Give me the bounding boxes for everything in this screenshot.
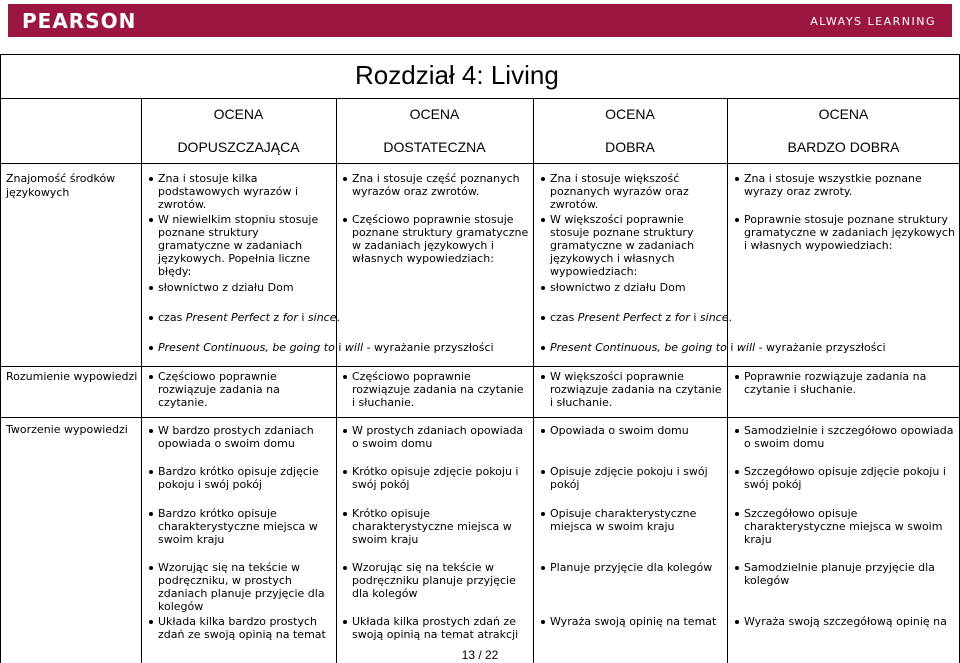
criterion-item: Zna i stosuje wszystkie poznane wyrazy oraz zwroty. xyxy=(735,172,955,198)
row-label: Rozumienie wypowiedzi xyxy=(6,370,138,383)
page-title: Rozdział 4: Living xyxy=(355,60,559,90)
criterion-item: Wyraża swoją opinię na temat xyxy=(541,615,723,628)
publisher-banner xyxy=(8,4,952,37)
criterion-item: Bardzo krótko opisuje zdjęcie pokoju i swój pokój xyxy=(149,465,333,491)
criterion-item: Opowiada o swoim domu xyxy=(541,424,723,437)
column-divider xyxy=(533,98,534,663)
grade-name: DOBRA xyxy=(605,139,655,155)
rule xyxy=(0,417,960,418)
criterion-item: W większości poprawnie rozwiązuje zadania na czytanie i słuchanie. xyxy=(541,370,723,409)
grammar-item: słownictwo z działu Dom xyxy=(541,281,921,294)
rule xyxy=(0,163,960,164)
criterion-item: Samodzielnie i szczegółowo opowiada o swoim domu xyxy=(735,424,955,450)
criterion-item: Opisuje zdjęcie pokoju i swój pokój xyxy=(541,465,723,491)
criterion-item: Układa kilka bardzo prostych zdań ze swoją opinią na temat xyxy=(149,615,333,641)
criterion-item: W większości poprawnie stosuje poznane struktury gramatyczne w zadaniach językowych i własnych wypowiedziach: xyxy=(541,213,723,278)
criterion-item: Krótko opisuje zdjęcie pokoju i swój pokój xyxy=(343,465,529,491)
grade-name: DOSTATECZNA xyxy=(383,139,486,155)
column-divider xyxy=(141,98,142,663)
grammar-item: Present Continuous, be going to i will - wyrażanie przyszłości xyxy=(149,341,529,354)
page-number: 13 / 22 xyxy=(461,648,499,662)
criterion-item: Szczegółowo opisuje charakterystyczne miejsca w swoim kraju xyxy=(735,507,955,546)
criterion-item: Zna i stosuje większość poznanych wyrazów oraz zwrotów. xyxy=(541,172,723,211)
criterion-item: Szczegółowo opisuje zdjęcie pokoju i swój pokój xyxy=(735,465,955,491)
grade-label: OCENA xyxy=(818,106,869,122)
criterion-item: Opisuje charakterystyczne miejsca w swoim kraju xyxy=(541,507,723,533)
grade-label: OCENA xyxy=(605,106,655,122)
criterion-item: W niewielkim stopniu stosuje poznane struktury gramatyczne w zadaniach językowych. Popełnia liczne błędy: xyxy=(149,213,333,278)
publisher-tagline: ALWAYS LEARNING xyxy=(810,15,936,28)
criterion-item: Samodzielnie planuje przyjęcie dla kolegów xyxy=(735,561,955,587)
criterion-item: Poprawnie stosuje poznane struktury gramatyczne w zadaniach językowych i własnych wypowiedziach: xyxy=(735,213,955,252)
column-divider xyxy=(727,98,728,663)
grammar-item: czas Present Perfect z for i since. xyxy=(149,311,519,324)
criterion-item: Bardzo krótko opisuje charakterystyczne miejsca w swoim kraju xyxy=(149,507,333,546)
criterion-item: Wzorując się na tekście w podręczniku planuje przyjęcie dla kolegów xyxy=(343,561,529,600)
row-label: Znajomość środków językowych xyxy=(6,172,116,199)
criterion-item: Planuje przyjęcie dla kolegów xyxy=(541,561,723,574)
criterion-item: Zna i stosuje kilka podstawowych wyrazów i zwrotów. xyxy=(149,172,333,211)
grade-name: DOPUSZCZAJĄCA xyxy=(177,139,300,155)
grade-label: OCENA xyxy=(213,106,264,122)
grade-label: OCENA xyxy=(409,106,460,122)
rule xyxy=(0,98,960,99)
grammar-item: słownictwo z działu Dom xyxy=(149,281,519,294)
criterion-item: Częściowo poprawnie stosuje poznane struktury gramatyczne w zadaniach językowych i własnych wypowiedziach: xyxy=(343,213,529,265)
criterion-item: W prostych zdaniach opowiada o swoim domu xyxy=(343,424,529,450)
criterion-item: Poprawnie rozwiązuje zadania na czytanie i słuchanie. xyxy=(735,370,955,396)
grammar-item: Present Continuous, be going to i will - wyrażanie przyszłości xyxy=(541,341,941,354)
rule xyxy=(0,366,960,367)
criterion-item: W bardzo prostych zdaniach opowiada o swoim domu xyxy=(149,424,333,450)
criterion-item: Zna i stosuje część poznanych wyrazów oraz zwrotów. xyxy=(343,172,529,198)
criterion-item: Częściowo poprawnie rozwiązuje zadania na czytanie. xyxy=(149,370,333,409)
grade-name: BARDZO DOBRA xyxy=(787,139,900,155)
pearson-logo: PEARSON xyxy=(22,9,137,33)
grammar-item: czas Present Perfect z for i since. xyxy=(541,311,921,324)
column-divider xyxy=(336,98,337,663)
criterion-item: Krótko opisuje charakterystyczne miejsca w swoim kraju xyxy=(343,507,529,546)
criterion-item: Wzorując się na tekście w podręczniku, w prostych zdaniach planuje przyjęcie dla kolegów xyxy=(149,561,333,613)
row-label: Tworzenie wypowiedzi xyxy=(6,423,128,436)
criterion-item: Wyraża swoją szczegółową opinię na xyxy=(735,615,955,628)
criterion-item: Częściowo poprawnie rozwiązuje zadania na czytanie i słuchanie. xyxy=(343,370,529,409)
criterion-item: Układa kilka prostych zdań ze swoją opinią na temat atrakcji xyxy=(343,615,529,641)
